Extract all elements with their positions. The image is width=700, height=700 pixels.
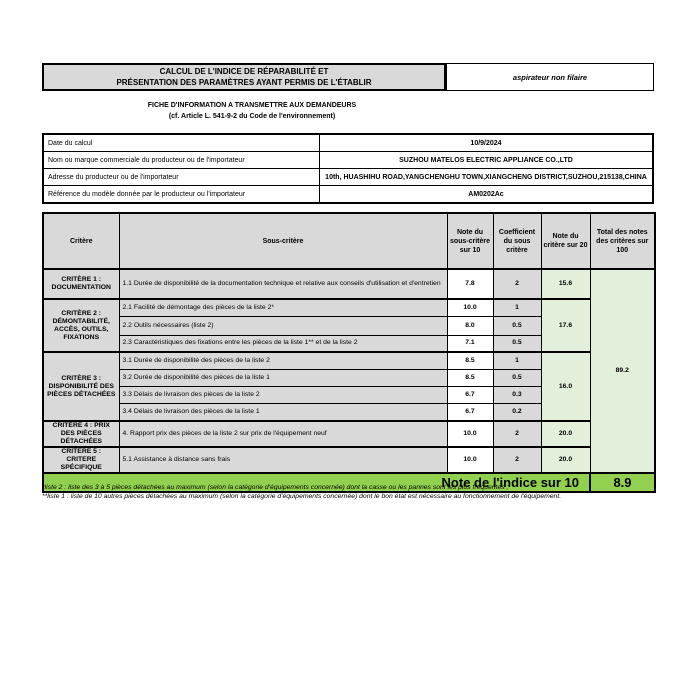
criterion-cell: CRITÈRE 1 : DOCUMENTATION — [43, 269, 119, 299]
sub-criterion-cell: 4. Rapport prix des pièces de la liste 2 sur prix de l'équipement neuf — [119, 421, 447, 447]
criterion-cell: CRITÈRE 4 : PRIX DES PIÈCES DÉTACHÉES — [43, 421, 119, 447]
table-row — [43, 134, 653, 152]
sub-score-cell: 6.7 — [447, 386, 493, 403]
score-table — [42, 212, 656, 493]
sub-criterion-cell: 3.1 Durée de disponibilité des pièces de la liste 2 — [119, 352, 447, 369]
coefficient-cell: 0.5 — [493, 335, 541, 352]
total-score-cell: 89.2 — [590, 269, 655, 473]
header-sub-criterion: Sous-critère — [119, 213, 447, 269]
sub-score-cell: 8.5 — [447, 352, 493, 369]
sub-criterion-cell: 2.2 Outils nécessaires (liste 2) — [119, 316, 447, 335]
product-category-label: aspirateur non filaire — [512, 72, 588, 82]
coefficient-cell: 0.3 — [493, 386, 541, 403]
score-table-header-row — [43, 213, 655, 269]
info-label-model-ref: Référence du modèle donnée par le producteur ou l'importateur — [43, 186, 320, 204]
sub-criterion-cell: 5.1 Assistance à distance sans frais — [119, 447, 447, 473]
sub-score-cell: 7.8 — [447, 269, 493, 299]
header-sub-score: Note du sous-critère sur 10 — [447, 213, 493, 269]
criterion-score-cell: 17.6 — [541, 299, 590, 352]
table-row — [43, 299, 655, 316]
criterion-score-cell: 15.6 — [541, 269, 590, 299]
coefficient-cell: 1 — [493, 299, 541, 316]
subtitle-line2: (cf. Article L. 541-9-2 du Code de l'environnement) — [168, 113, 336, 120]
sub-criterion-cell: 3.4 Délais de livraison des pièces de la liste 1 — [119, 403, 447, 421]
document-subtitle — [42, 100, 462, 122]
sub-score-cell: 8.5 — [447, 369, 493, 386]
criterion-cell: CRITÈRE 2 : DÉMONTABILITÉ, ACCÈS, OUTILS, FIXATIONS — [43, 299, 119, 352]
criterion-cell: CRITÈRE 3 : DISPONIBILITÉ DES PIÈCES DÉTACHÉES — [43, 352, 119, 421]
coefficient-cell: 0.2 — [493, 403, 541, 421]
producer-info-table — [42, 133, 654, 204]
coefficient-cell: 1 — [493, 352, 541, 369]
index-score-value: 8.9 — [590, 473, 655, 492]
sub-score-cell: 7.1 — [447, 335, 493, 352]
sub-score-cell: 8.0 — [447, 316, 493, 335]
sub-score-cell: 10.0 — [447, 421, 493, 447]
coefficient-cell: 2 — [493, 269, 541, 299]
table-row — [43, 421, 655, 447]
footnotes — [42, 483, 657, 501]
info-label-date: Date du calcul — [43, 134, 320, 152]
table-row — [43, 269, 655, 299]
header-criterion: Critère — [43, 213, 119, 269]
index-score-label: Note de l'indice sur 10 — [43, 473, 590, 492]
sub-criterion-cell: 3.3 Délais de livraison des pièces de la liste 2 — [119, 386, 447, 403]
document-title — [42, 63, 446, 91]
table-row — [43, 152, 653, 169]
header-coefficient: Coefficient du sous critère — [493, 213, 541, 269]
info-value-address: 10th, HUASHIHU ROAD,YANGCHENGHU TOWN,XIANGCHENG DISTRICT,SUZHOU,215138,CHINA — [320, 169, 654, 186]
sub-criterion-cell: 3.2 Durée de disponibilité des pièces de la liste 1 — [119, 369, 447, 386]
info-value-model-ref: AM0202Ac — [320, 186, 654, 204]
table-row — [43, 169, 653, 186]
sub-score-cell: 10.0 — [447, 299, 493, 316]
criterion-cell: CRITERE 5 : CRITERE SPÉCIFIQUE — [43, 447, 119, 473]
info-label-producer-name: Nom ou marque commerciale du producteur ou de l'importateur — [43, 152, 320, 169]
subtitle-line1: FICHE D'INFORMATION A TRANSMETTRE AUX DEMANDEURS — [147, 102, 357, 109]
header-criterion-score: Note du critère sur 20 — [541, 213, 590, 269]
coefficient-cell: 2 — [493, 421, 541, 447]
criterion-score-cell: 20.0 — [541, 447, 590, 473]
sub-score-cell: 10.0 — [447, 447, 493, 473]
footnote-liste2: *liste 2 : liste des 3 à 5 pièces détachées au maximum (selon la catégorie d'équipements concernée) dont la casse ou les pannes sont les plus fréquentes ; — [42, 484, 509, 491]
sub-score-cell: 6.7 — [447, 403, 493, 421]
criterion-score-cell: 20.0 — [541, 421, 590, 447]
coefficient-cell: 2 — [493, 447, 541, 473]
info-value-date: 10/9/2024 — [320, 134, 654, 152]
sub-criterion-cell: 2.3 Caractéristiques des fixations entre les pièces de la liste 1** et de la liste 2 — [119, 335, 447, 352]
title-bar — [42, 63, 654, 91]
coefficient-cell: 0.5 — [493, 369, 541, 386]
header-total: Total des notes des critères sur 100 — [590, 213, 655, 269]
sub-criterion-cell: 1.1 Durée de disponibilité de la documentation technique et relative aux conseils d'utilisation et d'entretien — [119, 269, 447, 299]
footnote-liste1: **liste 1 : liste de 10 autres pièces détachées au maximum (selon la catégorie d'équipements concernée) dont le bon état est nécessaire au fonctionnement de l'équipement. — [42, 493, 562, 500]
criterion-score-cell: 16.0 — [541, 352, 590, 421]
info-label-address: Adresse du producteur ou de l'importateur — [43, 169, 320, 186]
document-title-line2: PRÉSENTATION DES PARAMÈTRES AYANT PERMIS DE L'ÉTABLIR — [116, 78, 372, 87]
info-value-producer-name: SUZHOU MATELOS ELECTRIC APPLIANCE CO.,LTD — [320, 152, 654, 169]
coefficient-cell: 0.5 — [493, 316, 541, 335]
table-row — [43, 186, 653, 204]
table-row — [43, 352, 655, 369]
sub-criterion-cell: 2.1 Facilité de démontage des pièces de la liste 2* — [119, 299, 447, 316]
document-title-line1: CALCUL DE L'INDICE DE RÉPARABILITÉ ET — [159, 67, 329, 76]
product-category-box — [446, 63, 654, 91]
table-row — [43, 447, 655, 473]
